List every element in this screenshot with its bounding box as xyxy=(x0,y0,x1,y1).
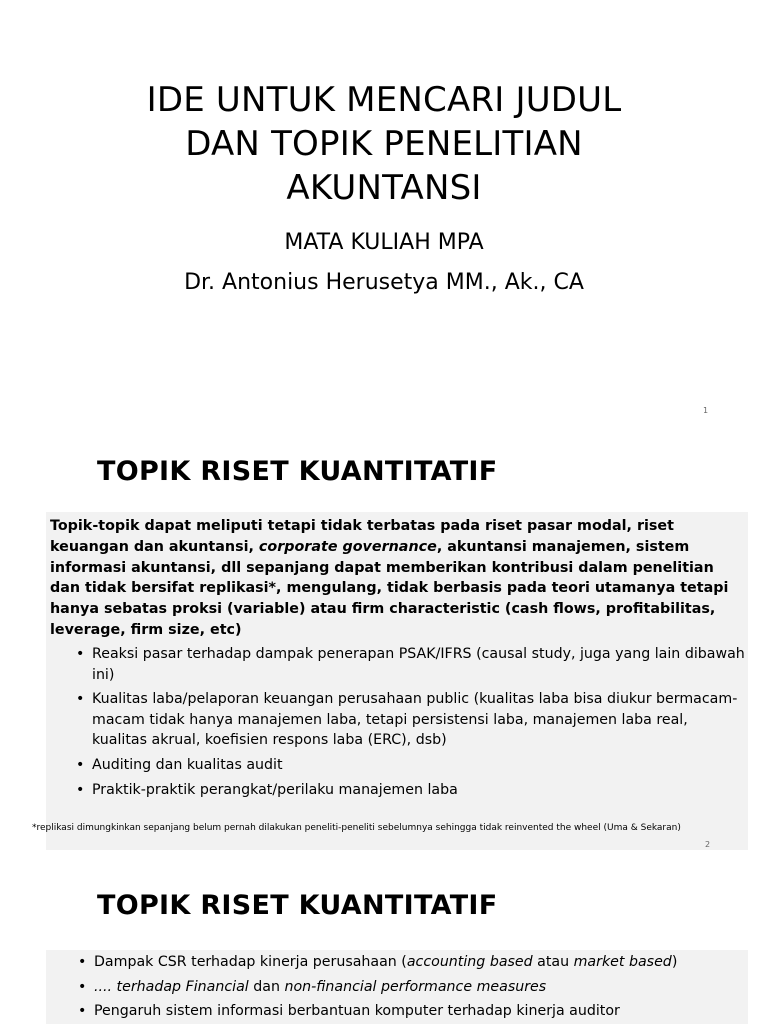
item-text: dan xyxy=(248,978,285,995)
item-text: ) xyxy=(671,954,678,970)
title-line-2: DAN TOPIK PENELITIAN xyxy=(185,124,583,164)
content-panel xyxy=(46,512,748,852)
page-number: 1 xyxy=(703,406,709,415)
item-text: atau xyxy=(532,954,574,970)
topics-slide xyxy=(0,430,768,850)
course-name: MATA KULIAH MPA xyxy=(284,230,484,255)
item-italic: non-financial performance measures xyxy=(284,978,547,995)
content-panel xyxy=(46,950,748,1024)
slide-heading: TOPIK RISET KUANTITATIF xyxy=(97,456,498,487)
author-name: Dr. Antonius Herusetya MM., Ak., CA xyxy=(184,270,584,295)
item-italic: market based xyxy=(573,954,672,970)
slide-heading: TOPIK RISET KUANTITATIF xyxy=(97,890,498,921)
topics-slide-2 xyxy=(0,850,768,1024)
list-item: • Auditing dan kualitas audit xyxy=(74,755,746,776)
page-number: 2 xyxy=(705,840,711,849)
footnote: *replikasi dimungkinkan sepanjang belum pernah dilakukan peneliti-peneliti sebelumnya sehingga tidak reinvented the wheel (Uma & Sekaran) xyxy=(32,823,681,833)
list-item: • Kualitas laba/pelaporan keuangan perusahaan public (kualitas laba bisa diukur bermacam-macam tidak hanya manajemen laba, tetapi persistensi laba, manajemen laba real, kualitas akrual, koefisien respons laba (ERC), dsb) xyxy=(74,689,746,751)
list-item xyxy=(76,977,746,998)
item-italic: accounting based xyxy=(406,954,533,970)
intro-italic-text: corporate governance xyxy=(258,538,437,555)
list-item: • Praktik-praktik perangkat/perilaku manajemen laba xyxy=(74,780,746,801)
item-text: Dampak CSR terhadap kinerja perusahaan ( xyxy=(94,954,407,970)
item-italic: .... terhadap Financial xyxy=(94,978,249,995)
list-item xyxy=(76,952,746,973)
title-slide xyxy=(0,0,768,430)
slide-title xyxy=(0,78,768,210)
topic-list xyxy=(74,644,746,804)
intro-text-2: , akuntansi manajemen, sistem informasi akuntansi, dll sepanjang dapat memberikan kontribusi dalam penelitian dan tidak bersifat replikasi*, mengulang, tidak berbasis pada teori utamanya tetapi hanya sebatas proksi (variable) atau firm characteristic (cash flows, profitabilitas, leverage, firm size, etc) xyxy=(50,538,729,638)
intro-text-1: Topik-topik dapat meliputi tetapi tidak terbatas pada riset pasar modal, riset keuangan dan akuntansi, xyxy=(50,518,674,555)
list-item: • Pengaruh sistem informasi berbantuan komputer terhadap kinerja auditor xyxy=(76,1001,746,1022)
topic-list xyxy=(76,952,746,1026)
list-item: • Reaksi pasar terhadap dampak penerapan PSAK/IFRS (causal study, juga yang lain dibawah ini) xyxy=(74,644,746,685)
title-line-1: IDE UNTUK MENCARI JUDUL xyxy=(146,80,622,120)
intro-paragraph xyxy=(50,516,744,641)
title-line-3: AKUNTANSI xyxy=(286,168,482,208)
